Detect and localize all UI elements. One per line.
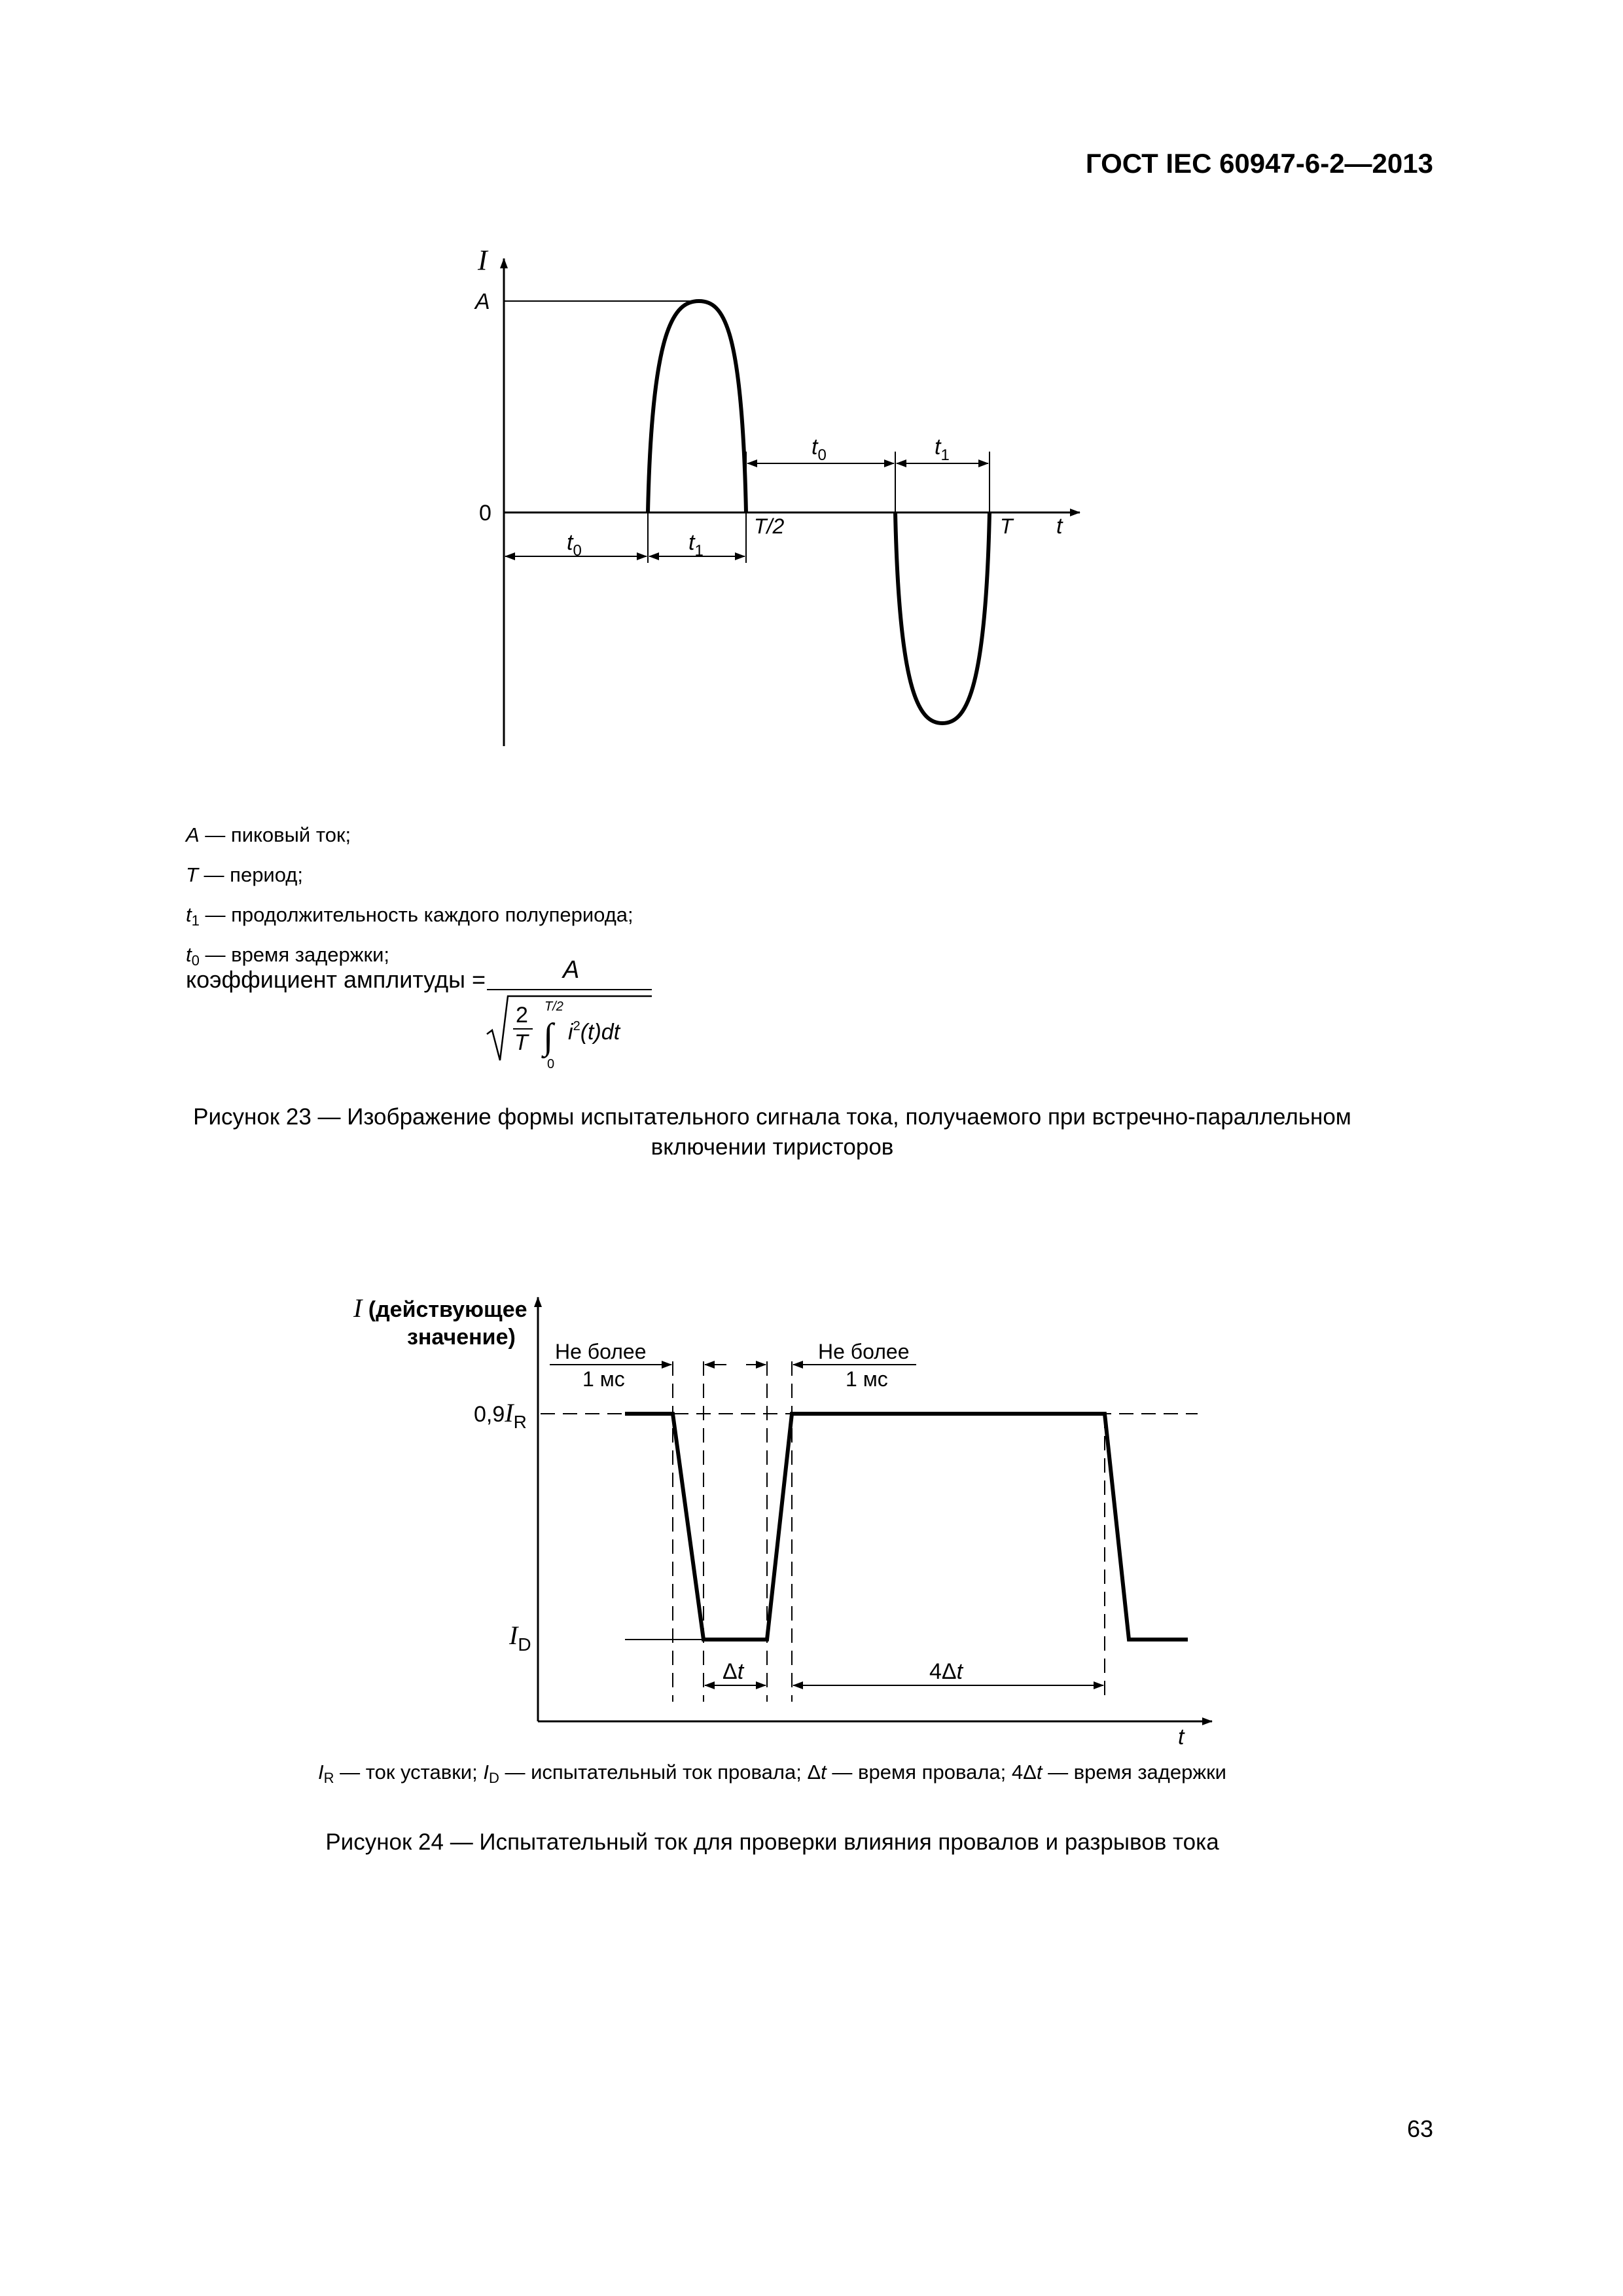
caption-line: Рисунок 23 — Изображение формы испытательного сигнала тока, получаемого при встречно-параллельном <box>193 1104 1351 1130</box>
x-axis-label: t <box>1178 1725 1185 1748</box>
figure-24-legend: $I_R$ — ток уставки; $I_D$ — испытательный ток провала; Δt — время провала; 4Δt — время задержки <box>318 1761 1226 1786</box>
x-axis-label: t <box>1056 514 1063 539</box>
t1-label-lower: $t_1$ <box>688 530 704 560</box>
legend-item: T — период; <box>186 863 304 886</box>
figure-24-caption: Рисунок 24 — Испытательный ток для проверки влияния провалов и разрывов тока <box>325 1829 1219 1855</box>
half-period-label: T/2 <box>754 514 785 538</box>
note-left-line1: Не более <box>555 1340 647 1363</box>
integral-lower-limit: 0 <box>547 1057 555 1071</box>
y-axis-label-line2: значение) <box>407 1325 516 1350</box>
low-level-label: $I_D$ <box>509 1621 531 1655</box>
page-number: 63 <box>1406 2115 1433 2142</box>
delay-duration-label: 4Δt <box>929 1659 963 1684</box>
integral-sign: ∫ <box>543 1016 554 1057</box>
t0-label-lower: $t_0$ <box>567 530 582 560</box>
t1-label-upper: $t_1$ <box>935 435 950 464</box>
y-axis-label: I <box>478 244 488 276</box>
period-label: T <box>1000 514 1013 538</box>
figure-23-caption <box>118 1102 1427 1162</box>
y-axis-label: I (действующее <box>353 1293 527 1323</box>
note-left-line2: 1 мс <box>582 1367 625 1391</box>
legend-item: $t_0$ — время задержки; <box>186 943 390 969</box>
negative-half-wave <box>895 512 990 723</box>
figure-24-diagram <box>0 1276 1623 1748</box>
formula-numerator: A <box>563 956 580 984</box>
legend-item: A — пиковый ток; <box>186 823 351 846</box>
caption-line: включении тиристоров <box>651 1134 894 1160</box>
frac-denominator: T <box>514 1030 528 1055</box>
note-right-line1: Не более <box>818 1340 910 1363</box>
note-right-line2: 1 мс <box>846 1367 888 1391</box>
formula-label: коэффициент амплитуды = <box>186 966 486 993</box>
dip-duration-label: Δt <box>722 1659 744 1684</box>
formula-expression <box>484 950 654 1075</box>
legend-item: $t_1$ — продолжительность каждого полупериода; <box>186 903 633 929</box>
test-current-waveform <box>625 1414 1188 1640</box>
peak-label: A <box>475 289 490 314</box>
high-level-label: $0,9I_R$ <box>474 1398 527 1432</box>
integral-upper-limit: T/2 <box>544 999 563 1014</box>
crest-factor-formula <box>186 950 657 1075</box>
t0-label-upper: $t_0$ <box>812 435 827 464</box>
frac-numerator: 2 <box>516 1003 528 1028</box>
zero-label: 0 <box>479 501 491 526</box>
standard-header: ГОСТ IEC 60947-6-2—2013 <box>1085 148 1433 179</box>
positive-half-wave <box>648 301 746 512</box>
integrand: $i^2(t)dt$ <box>568 1019 620 1045</box>
figure-23-diagram <box>0 236 1623 772</box>
